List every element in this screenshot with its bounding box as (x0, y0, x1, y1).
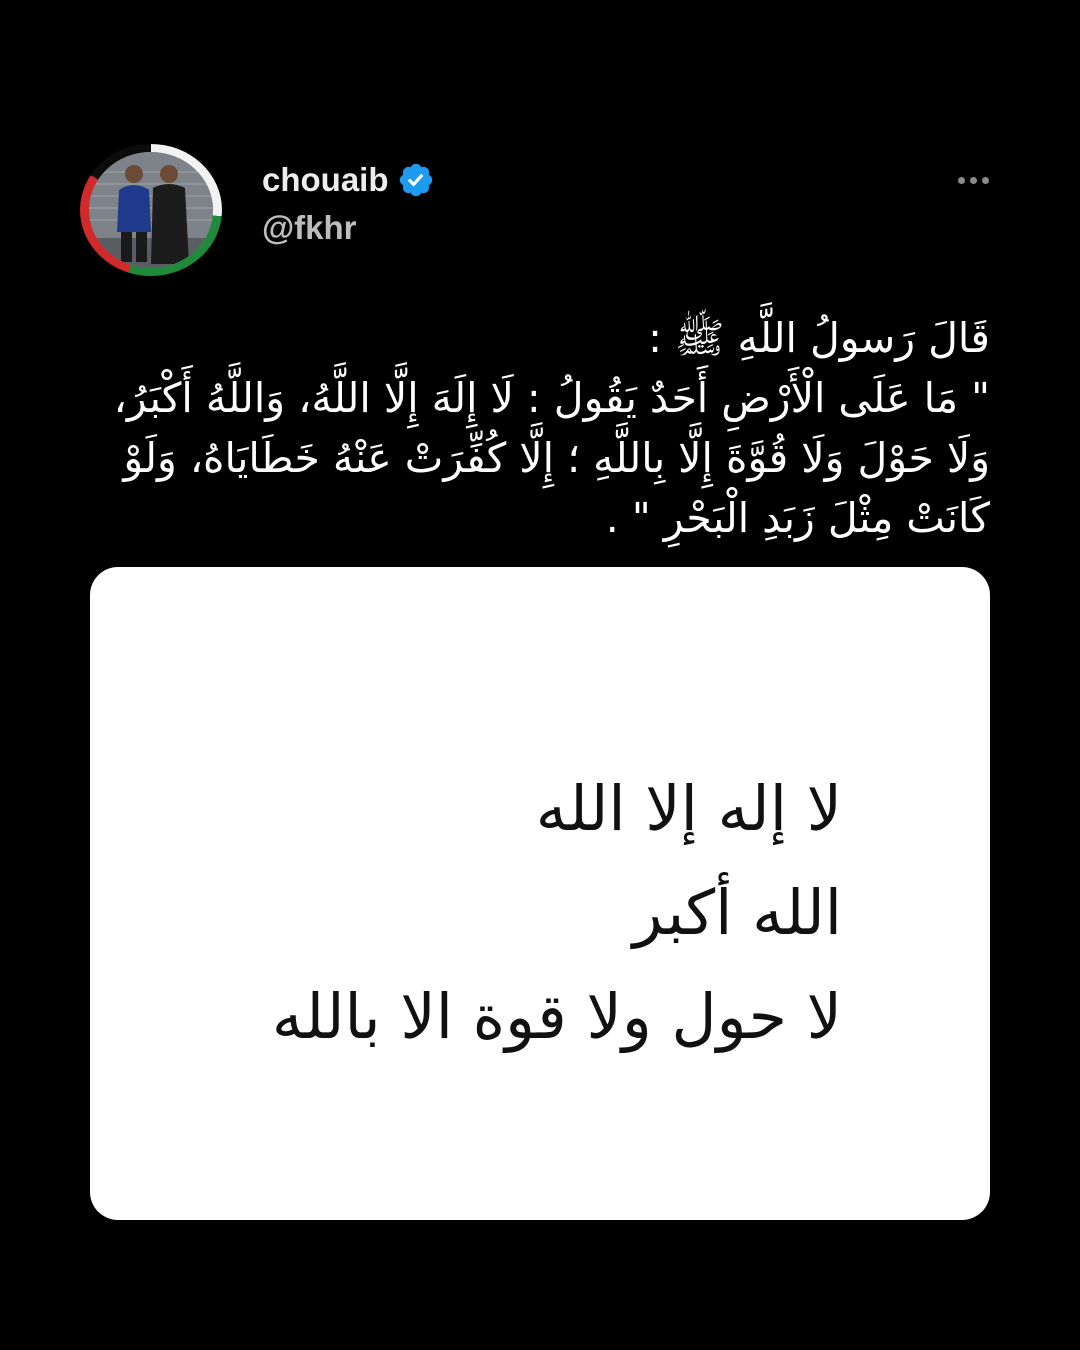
avatar-flag-ring[interactable] (80, 144, 222, 276)
tweet-text (60, 308, 990, 548)
avatar[interactable] (89, 152, 213, 268)
more-horizontal-icon (970, 177, 977, 184)
more-horizontal-icon (958, 177, 965, 184)
media-text-line: لا حول ولا قوة الا بالله (271, 980, 842, 1053)
tweet-text-line: قَالَ رَسولُ اللَّهِ ﷺ : (648, 314, 990, 362)
tweet-text-line: " مَا عَلَى الْأَرْضِ أَحَدٌ يَقُولُ : لَا إِلَهَ إِلَّا اللَّهُ، وَاللَّهُ أَكْبَرُ، وَلَا حَوْلَ وَلَا قُوَّةَ إِلَّا بِاللَّهِ ؛ إِلَّا كُفِّرَتْ عَنْهُ خَطَايَاهُ، وَلَوْ كَانَتْ مِثْلَ زَبَدِ الْبَحْرِ " . (113, 374, 990, 542)
tweet-media-image[interactable] (90, 567, 990, 1220)
author-handle[interactable]: @fkhr (262, 209, 357, 246)
author-display-name[interactable] (262, 160, 435, 200)
media-text-line: لا إله إلا الله (535, 772, 842, 845)
more-options-button[interactable] (948, 166, 998, 194)
more-horizontal-icon (982, 177, 989, 184)
avatar-photo-icon (89, 152, 213, 268)
display-name-text[interactable]: chouaib (262, 161, 389, 198)
media-text-block (272, 757, 842, 1069)
media-text-line: الله أكبر (632, 876, 842, 949)
verified-badge-icon (397, 161, 435, 199)
